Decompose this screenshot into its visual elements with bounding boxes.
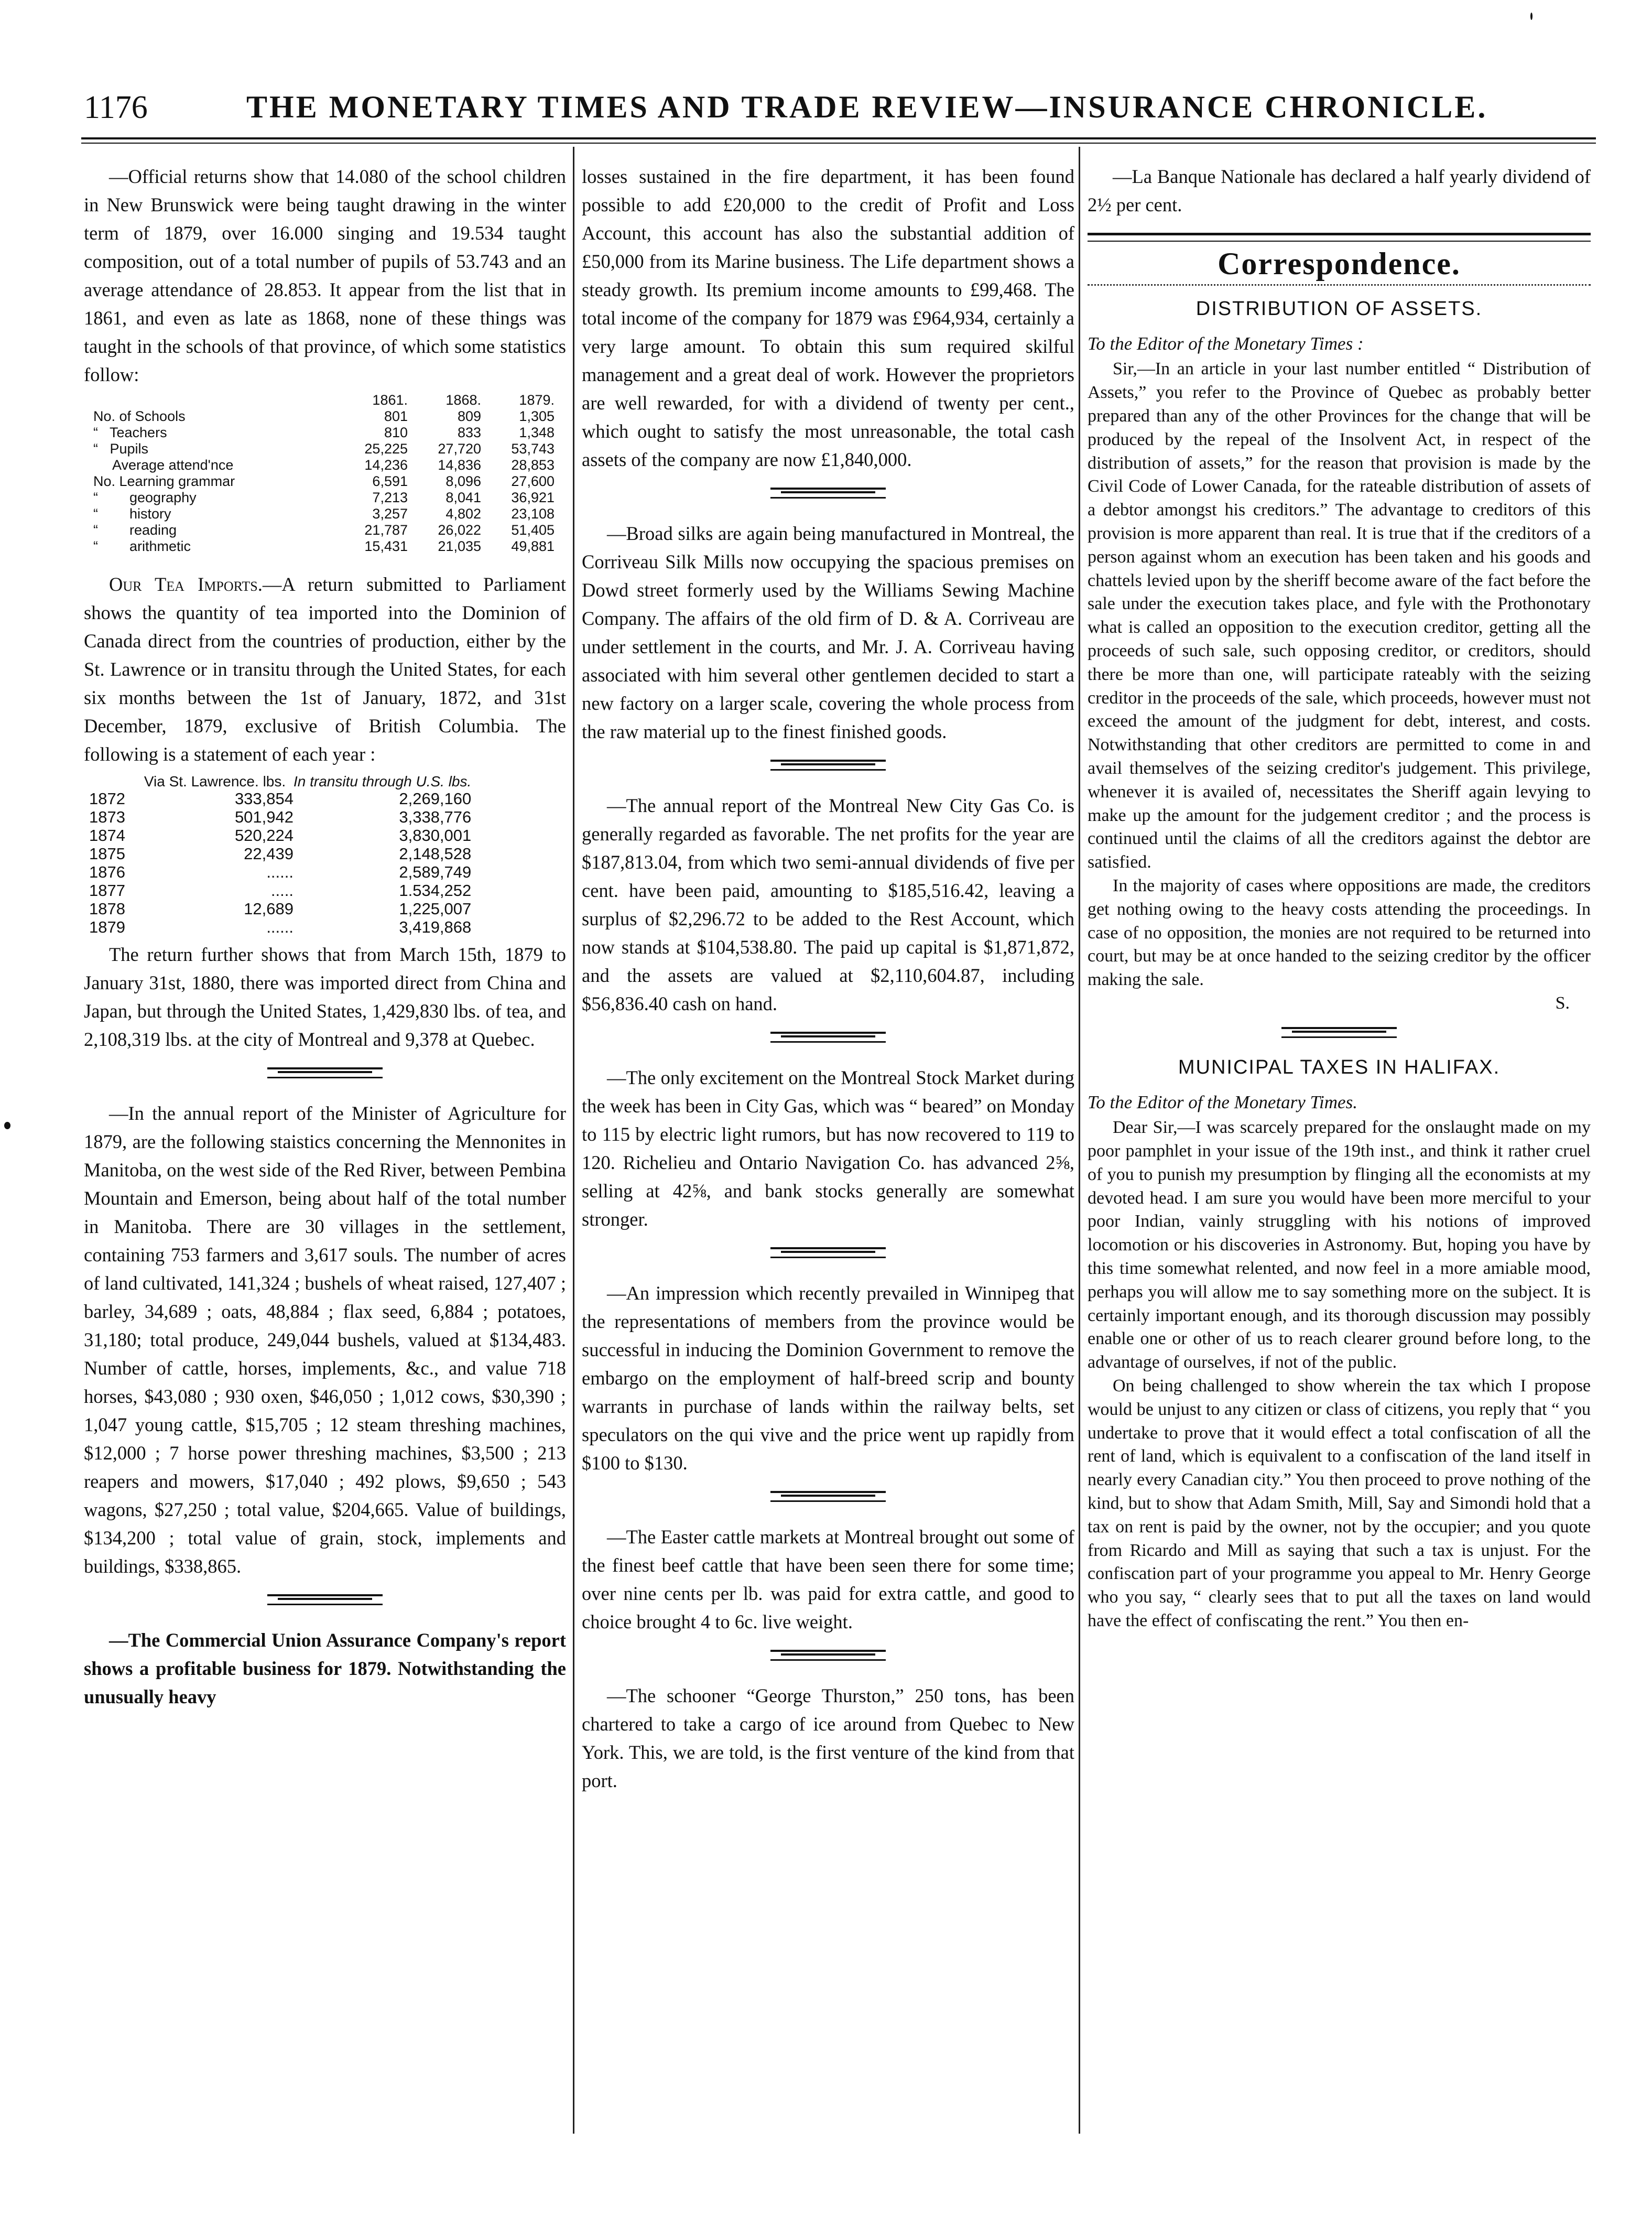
stat-value: 1,305	[519, 408, 555, 424]
stat-value: 21,787	[364, 522, 408, 538]
tea-st-lawrence: 12,689	[244, 900, 294, 918]
article-commercial-union-cont: losses sustained in the fire department, it has been found possible to add £20,000 to the credit of Profit and Loss Account, this account has also the substantial addition of £50,000 from its Marine business. The Life department shows a steady growth. Its premium income amounts to £99,468. The total income of the company for 1879 was £964,934, certainly a very large amount. To obtain this sum required skilful management and a great deal of work. However the proprietors are well rewarded, for with a dividend of twenty per cent., which ought to satisfy the most unreasonable, the total cash assets of the company are now £1,840,000.	[582, 166, 1074, 470]
article-schooner: —The schooner “George Thurston,” 250 tons, has been chartered to take a cargo of ice around from Quebec to New York. This, we are told, is the first venture of the kind from that port.	[582, 1685, 1074, 1791]
tea-year: 1877	[89, 881, 125, 900]
tea-transitu: 2,589,749	[399, 863, 472, 881]
ink-speck	[4, 1122, 10, 1129]
stat-label: No. Learning grammar	[93, 473, 235, 489]
stat-value: 51,405	[511, 522, 555, 538]
tea-imports-table	[89, 774, 471, 936]
article-cattle-markets: —The Easter cattle markets at Montreal brought out some of the finest beef cattle that have been seen there for some time; over nine cents per lb. was paid for extra cattle, and good to choice brought 4 to 6c. live weight.	[582, 1526, 1074, 1632]
table-row	[93, 457, 555, 473]
header-rule-thin	[81, 143, 1596, 144]
stat-value: 36,921	[511, 490, 555, 505]
tea-transitu: 3,830,001	[399, 826, 472, 845]
tea-transitu: 1,225,007	[399, 900, 472, 918]
separator	[267, 1067, 383, 1078]
tea-st-lawrence: 501,942	[234, 808, 294, 826]
table-header-row	[93, 392, 555, 408]
column-header: Via St. Lawrence. lbs.	[144, 773, 286, 790]
tea-year: 1873	[89, 808, 125, 826]
stat-value: 23,108	[511, 506, 555, 522]
article-tea-imports	[84, 570, 566, 769]
tea-st-lawrence: ......	[266, 918, 294, 936]
column-2	[582, 163, 1074, 1795]
stat-value: 25,225	[364, 441, 408, 457]
stat-value: 27,720	[438, 441, 481, 457]
stat-value: 809	[457, 408, 481, 424]
letter-body: Dear Sir,—I was scarcely prepared for the onslaught made on my poor pamphlet in your issue of the 19th inst., and think it rather cruel of you to punish my presumption by flinging all the economists at my devoted head. I am sure you would have been more merciful to your poor Indian, vainly struggling with his notions of improved locomotion or his discoveries in Astronomy. But, hoping you have by this time somewhat relented, and now feel in a more amiable mood, perhaps you will allow me to say something more on the subject. It is certainly important enough, and its thorough discussion may possibly enable one or other of us to reach clearer ground before long, to the advantage of ourselves, if not of the public.	[1088, 1118, 1591, 1372]
letter-body: On being challenged to show wherein the tax which I propose would be unjust to any citizen or class of citizens, you reply that “ you undertake to prove that it would effect a total confiscation of all the rent of land, which is equivalent to a confiscation of the land itself in nearly every Canadian city.” You then proceed to prove nothing of the kind, but to show that Adam Smith, Mill, Say and Simondi hold that a tax on rent is paid by the owner, not by the occupier; and you quote from Ricardo and Mill as saying that such a tax is unjust. For the confiscation part of your programme you appeal to Mr. Henry George who you say, “ clearly sees that to put all the taxes on land would have the effect of confiscating the rent.” You then en-	[1088, 1376, 1591, 1631]
tea-intro: —A return submitted to Parliament shows the quantity of tea imported into the Dominion of Canada direct from the countries of production, either by the St. Lawrence or in transitu through the United States, for each six months between the 1st of January, 1872, and 31st December, 1879, exclusive of British Columbia. The following is a statement of each year :	[84, 574, 566, 765]
table-row	[93, 473, 555, 490]
ornamental-rule	[1088, 281, 1591, 286]
stat-label: Average attend'nce	[93, 457, 234, 473]
column-divider	[573, 147, 574, 2134]
table-row	[93, 441, 555, 457]
publication-title: THE MONETARY TIMES AND TRADE REVIEW—INSURANCE CHRONICLE.	[246, 90, 1488, 124]
article-banque-nationale: —La Banque Nationale has declared a half yearly dividend of 2½ per cent.	[1088, 166, 1591, 215]
stat-label: “ arithmetic	[93, 538, 191, 554]
tea-st-lawrence: 520,224	[234, 826, 294, 845]
stat-value: 7,213	[372, 490, 408, 505]
separator	[770, 1650, 886, 1661]
stat-value: 810	[384, 425, 408, 440]
article-broad-silks: —Broad silks are again being manufactured in Montreal, the Corriveau Silk Mills now occupying the spacious premises on Dowd street formerly used by the Williams Sewing Machine Company. The affairs of the old firm of D. & A. Corriveau are under settlement in the courts, and Mr. J. A. Corriveau having associated with him several other gentlemen decided to start a new factory on a larger scale, covering the whole process from the raw material up to the finest finished goods.	[582, 523, 1074, 742]
stat-label: “ Teachers	[93, 425, 167, 440]
stat-value: 21,035	[438, 538, 481, 554]
article-mennonites: —In the annual report of the Minister of Agriculture for 1879, are the following staistics concerning the Mennonites in Manitoba, on the west side of the Red River, between Pembina Mountain and Emerson, being about half of the total number in Manitoba. There are 30 villages in the settlement, containing 753 farmers and 3,617 souls. The number of acres of land cultivated, 141,324 ; bushels of wheat raised, 127,407 ; barley, 34,689 ; oats, 48,884 ; flax seed, 6,884 ; potatoes, 31,180; total produce, 249,044 bushels, valued at $134,483. Number of cattle, horses, implements, &c., and value 718 horses, $43,080 ; 930 oxen, $46,050 ; 1,012 cows, $30,390 ; 1,047 young cattle, $15,705 ; 12 steam threshing machines, $12,000 ; 7 horse power threshing machines, $3,500 ; 213 reapers and mowers, $17,040 ; 492 plows, $9,650 ; 543 wagons, $27,250 ; total value, $204,665. Value of buildings, $134,200 ; total value of grain, stock, implements and buildings, $338,865.	[84, 1102, 566, 1577]
article-commercial-union: —The Commercial Union Assurance Company's report shows a profitable business for 1879. Notwithstanding the unusually heavy	[84, 1629, 566, 1707]
ink-speck	[1530, 13, 1533, 20]
stat-value: 8,096	[445, 473, 481, 489]
letter-address: To the Editor of the Monetary Times :	[1088, 333, 1364, 354]
table-row	[93, 425, 555, 441]
tea-transitu: 3,419,868	[399, 918, 472, 936]
stat-value: 1,348	[519, 425, 555, 440]
stat-value: 28,853	[511, 457, 555, 473]
stat-label: “ Pupils	[93, 441, 149, 457]
tea-year: 1872	[89, 790, 125, 808]
stat-value: 801	[384, 408, 408, 424]
article-stock-market: —The only excitement on the Montreal Stock Market during the week has been in City Gas, which was “ beared” on Monday to 115 by electric light rumors, but has now recovered to 119 to 120. Richelieu and Ontario Navigation Co. has advanced 2⅝, selling at 42⅝, and bank stocks generally are somewhat stronger.	[582, 1067, 1074, 1230]
letter-address: To the Editor of the Monetary Times.	[1088, 1091, 1357, 1112]
tea-st-lawrence: .....	[270, 881, 294, 900]
stat-value: 53,743	[511, 441, 555, 457]
page-header	[84, 89, 1593, 136]
year-header: 1861.	[372, 392, 408, 408]
column-divider	[1079, 147, 1080, 2134]
stat-label: “ reading	[93, 522, 177, 538]
table-row	[93, 522, 555, 538]
stat-value: 6,591	[372, 473, 408, 489]
tea-transitu: 1.534,252	[399, 881, 472, 900]
table-header-row	[89, 774, 471, 790]
header-rule	[81, 137, 1596, 139]
table-row	[89, 900, 471, 918]
tea-st-lawrence: 333,854	[234, 790, 294, 808]
article-schools: —Official returns show that 14.080 of the school children in New Brunswick were being taught drawing in the winter term of 1879, over 16.000 singing and 19.534 taught composition, out of a total number of pupils of 53.743 and an average attendance of 28.853. It appear from the list that in 1861, and even as late as 1868, none of these things was taught in the schools of that province, of which some statistics follow:	[84, 166, 566, 385]
tea-st-lawrence: ......	[266, 863, 294, 881]
stat-label: “ geography	[93, 490, 197, 505]
stat-value: 8,041	[445, 490, 481, 505]
tea-year: 1876	[89, 863, 125, 881]
separator	[1281, 1027, 1397, 1038]
letter-body: In the majority of cases where oppositions are made, the creditors get nothing owing to the heavy costs attending the proceedings. In case of no opposition, the monies are not required to be returned into court, but may be at once handed to the seizing creditor by the officer making the sale.	[1088, 875, 1591, 990]
table-row	[89, 790, 471, 808]
stat-value: 3,257	[372, 506, 408, 522]
tea-transitu: 3,338,776	[399, 808, 472, 826]
year-header: 1879.	[519, 392, 555, 408]
stat-value: 14,236	[364, 457, 408, 473]
letter-signature: S.	[1555, 993, 1570, 1013]
stat-value: 4,802	[445, 506, 481, 522]
table-row	[89, 863, 471, 881]
article-winnipeg: —An impression which recently prevailed in Winnipeg that the representations of members from the province would be successful in inducing the Dominion Government to remove the embargo on the employment of half-breed scrip and bounty warrants in purchase of lands within the railway belts, set speculators on the qui vive and the price went up rapidly from $100 to $130.	[582, 1282, 1074, 1474]
column-header: In transitu through U.S. lbs.	[294, 773, 472, 790]
table-row	[89, 808, 471, 826]
table-row	[93, 538, 555, 555]
tea-transitu: 2,148,528	[399, 845, 472, 863]
section-rule	[1088, 233, 1591, 242]
tea-lead: Our Tea Imports.	[109, 574, 263, 595]
tea-year: 1879	[89, 918, 125, 936]
section-title: Correspondence.	[1218, 246, 1461, 281]
page-number: 1176	[84, 90, 148, 125]
stat-value: 26,022	[438, 522, 481, 538]
stat-value: 27,600	[511, 473, 555, 489]
tea-year: 1875	[89, 845, 125, 863]
table-row	[89, 826, 471, 845]
column-3	[1088, 163, 1591, 1633]
stat-value: 14,836	[438, 457, 481, 473]
tea-year: 1874	[89, 826, 125, 845]
table-row	[93, 506, 555, 522]
stat-label: “ history	[93, 506, 171, 522]
table-row	[89, 881, 471, 900]
table-row	[89, 918, 471, 936]
tea-year: 1878	[89, 900, 125, 918]
separator	[770, 1032, 886, 1043]
stat-value: 49,881	[511, 538, 555, 554]
separator	[770, 760, 886, 771]
schools-statistics-table	[93, 392, 555, 555]
year-header: 1868.	[445, 392, 481, 408]
letter-heading: MUNICIPAL TAXES IN HALIFAX.	[1178, 1056, 1501, 1078]
letter-body: Sir,—In an article in your last number entitled “ Distribution of Assets,” you refer to the Province of Quebec as probably better prepared than any of the other Provinces for the change that will be produced by the repeal of the Insolvent Act, in respect of the distribution of assets,” for the reason that provision is made by the Civil Code of Lower Canada, for the rateable distribution of assets of a debtor amongst his creditors.” The advantage to creditors of this provision is more apparent than real. It is true that if the creditors of a person against whom an execution has been taken and his goods and chattels levied upon by the sheriff become aware of the fact before the sale under the execution takes place, and fyle with the Prothonotary what is called an opposition to the execution creditor, getting all the proceeds of such sale, such opposing creditor, or creditors, should there be more than one, will participate rateably with the seizing creditor in the proceeds of the sale, which proceeds, however must not exceed the amount of the judgment for debt, interest, and costs. Notwithstanding that other creditors are permitted to come in and avail themselves of the seizing creditor's judgement. This privilege, whenever it is availed of, necessitates the Sheriff again levying to make up the amount for the judgement creditor ; and the process is continued until the claims of all the creditors against the debtor are satisfied.	[1088, 359, 1591, 872]
table-row	[93, 490, 555, 506]
stat-label: No. of Schools	[93, 408, 186, 424]
separator	[267, 1594, 383, 1605]
tea-summary: The return further shows that from March 15th, 1879 to January 31st, 1880, there was imported direct from China and Japan, but through the United States, 1,429,830 lbs. of tea, and 2,108,319 lbs. at the city of Montreal and 9,378 at Quebec.	[84, 944, 566, 1050]
tea-st-lawrence: 22,439	[244, 845, 294, 863]
letter-heading: DISTRIBUTION OF ASSETS.	[1195, 297, 1483, 320]
stat-value: 15,431	[364, 538, 408, 554]
table-row	[93, 408, 555, 425]
separator	[770, 1491, 886, 1502]
article-city-gas: —The annual report of the Montreal New City Gas Co. is generally regarded as favorable. The net profits for the year are $187,813.04, from which two semi-annual dividends of five per cent. have been paid, amounting to $185,516.42, leaving a surplus of $2,296.72 to be added to the Rest Account, which now stands at $104,538.80. The paid up capital is $1,871,872, and the assets are valued at $2,110,604.87, including $56,836.40 cash on hand.	[582, 795, 1074, 1014]
table-row	[89, 845, 471, 863]
column-1	[84, 163, 566, 1711]
tea-transitu: 2,269,160	[399, 790, 472, 808]
separator	[770, 1247, 886, 1258]
stat-value: 833	[457, 425, 481, 440]
separator	[770, 488, 886, 499]
